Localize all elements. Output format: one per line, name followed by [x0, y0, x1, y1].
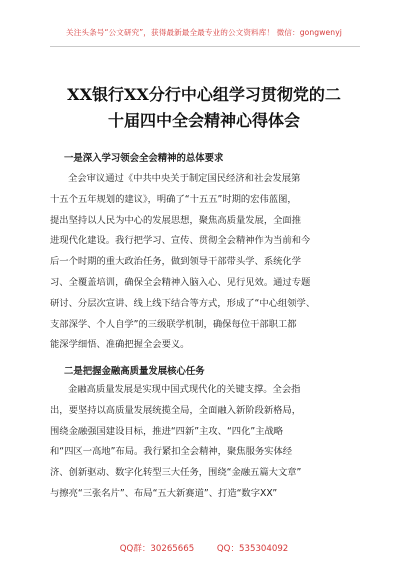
paragraph-line: 全会审议通过《中共中央关于制定国民经济和社会发展第 — [68, 173, 301, 184]
section-2-paragraph — [50, 380, 362, 505]
paragraph-line: 十五个五年规划的建议》，明确了“十五五”时期的宏伟蓝图， — [50, 193, 297, 205]
paragraph-line: 提出坚持以人民为中心的发展思想，聚焦高质量发展，全面推 — [50, 214, 302, 226]
paragraph-line: 金融高质量发展是实现中国式现代化的关键支撑。全会指 — [68, 384, 301, 395]
section-2-heading: 二是把握金融高质量发展核心任务 — [64, 366, 205, 377]
section-1-heading: 一是深入学习领会全会精神的总体要求 — [64, 153, 224, 164]
paragraph-line: 进现代化建设。我行把学习、宣传、贯彻全会精神作为当前和今 — [50, 235, 311, 247]
paragraph-line: 习、全覆盖培训，确保全会精神入脑入心、见行见效。通过专题 — [50, 276, 311, 288]
paragraph-line: 后一个时期的重大政治任务，做到领导干部带头学、系统化学 — [50, 256, 302, 268]
paragraph-line: 研讨、分层次宣讲、线上线下结合等方式，形成了“中心组领学、 — [50, 297, 316, 309]
paragraph-line: 围绕金融强国建设目标，推进“四新”主攻、“四化”主战略 — [50, 425, 284, 437]
paragraph-line: 出，要坚持以高质量发展统揽全局，全面融入新阶段新格局， — [50, 404, 302, 416]
document-title — [30, 82, 378, 134]
paragraph-line: 支部深学、个人自学”的三级联学机制，确保每位干部职工都 — [50, 318, 297, 330]
section-1-paragraph — [50, 169, 362, 356]
paragraph-line: 能深学细悟、准确把握全会要义。 — [50, 339, 190, 351]
footer-contact — [0, 542, 408, 554]
title-line-1: XX银行XX分行中心组学习贯彻党的二 — [67, 85, 341, 104]
paragraph-line: 济、创新驱动、数字化转型三大任务，围绕“金融五篇大文章” — [50, 467, 302, 479]
footer-qq-group: QQ群：30265665 — [119, 544, 195, 554]
footer-qq: QQ：535304092 — [216, 544, 289, 554]
header-divider — [50, 46, 360, 47]
title-line-2: 十届四中全会精神心得体会 — [107, 111, 300, 130]
header-note: 关注头条号“公文研究”，获得最新最全最专业的公文资料库！ 微信：gongwenyj — [66, 28, 342, 37]
paragraph-line: 与擦亮“三张名片”、布局“五大新赛道”、打造“数字XX” — [50, 487, 278, 499]
paragraph-line: 和“四区一高地”布局。我行紧扣全会精神，聚焦服务实体经 — [50, 446, 293, 458]
